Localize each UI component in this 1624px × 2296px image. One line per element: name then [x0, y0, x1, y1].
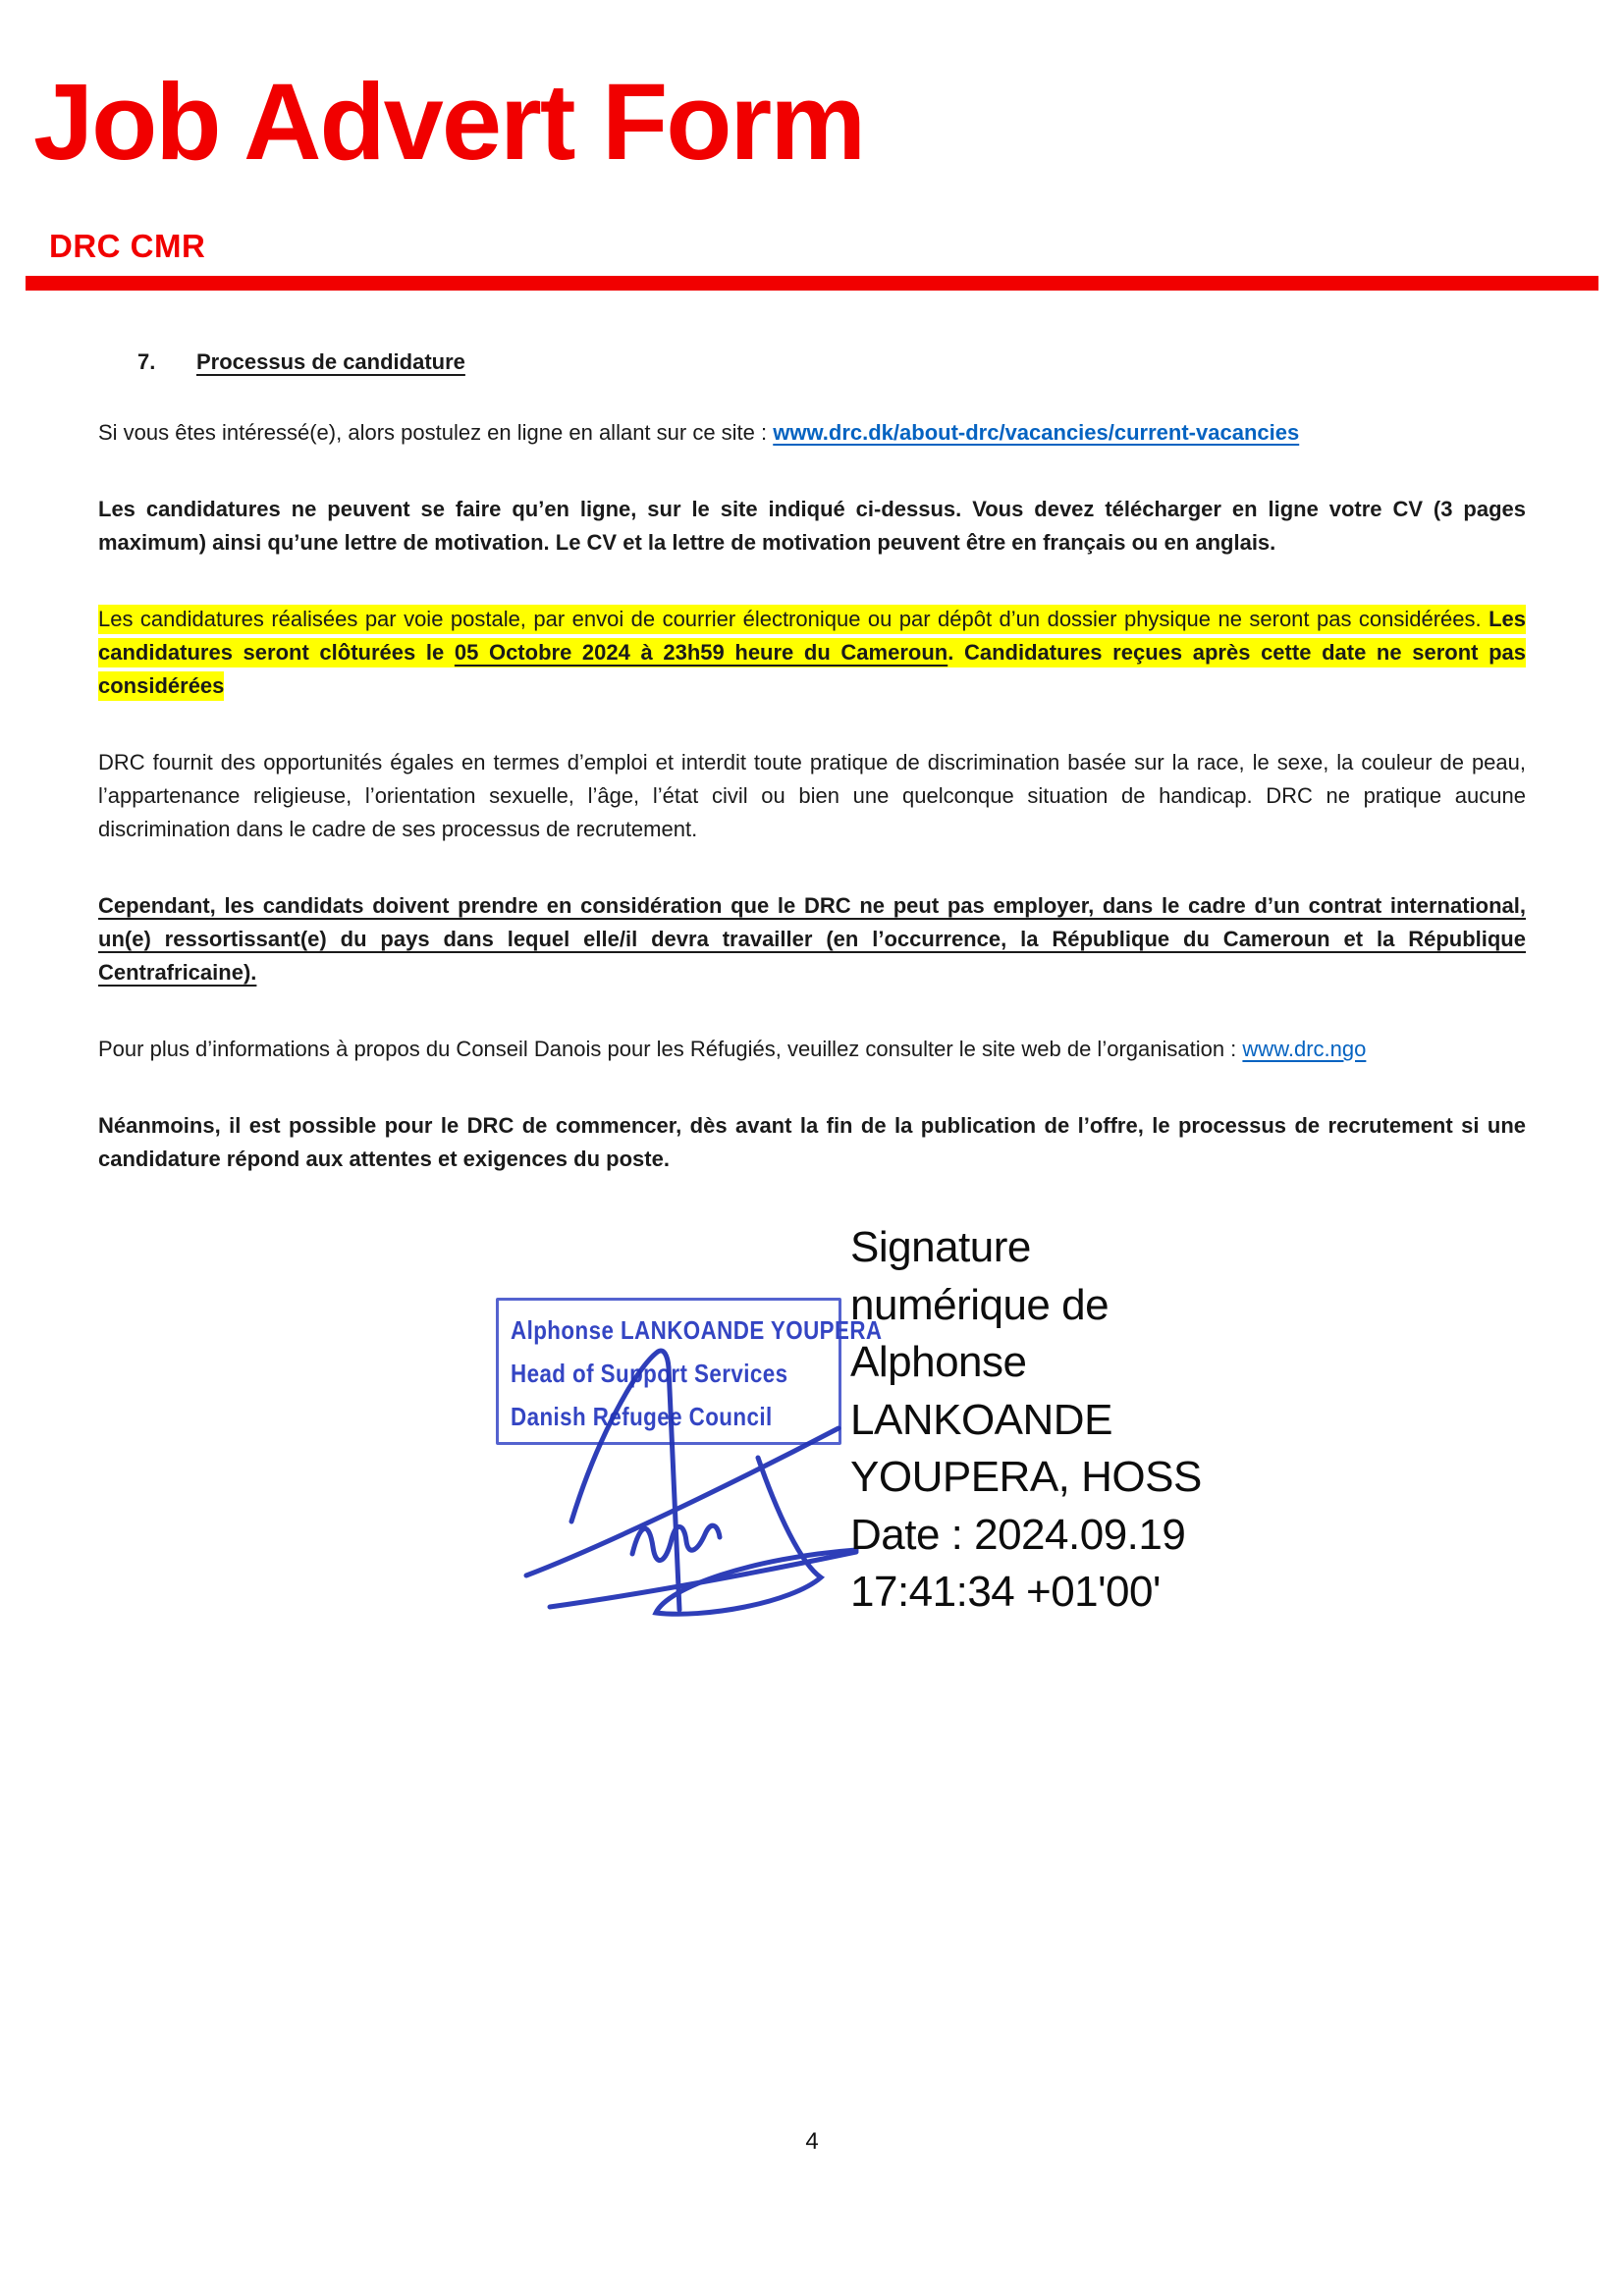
digital-signature-line: Signature: [850, 1223, 1031, 1271]
current-vacancies-link[interactable]: www.drc.dk/about-drc/vacancies/current-vacancies: [773, 420, 1300, 445]
deadline-text-bold: Les candidatures seront clôturées le: [98, 607, 1526, 665]
more-info-paragraph: [98, 1033, 1526, 1066]
page-footer: [0, 2128, 1624, 2156]
header-divider: [26, 276, 1598, 291]
handwritten-signature: [511, 1310, 893, 1634]
stamp-role-line: Head of Support Services: [511, 1359, 788, 1388]
digital-signature-line: numérique de: [850, 1280, 1110, 1329]
early-start-paragraph: Néanmoins, il est possible pour le DRC de commencer, dès avant la fin de la publication de l’offre, le processus de recrutement si une candidature répond aux attentes et exigences du poste.: [98, 1113, 1526, 1171]
section-number: 7.: [137, 349, 156, 374]
online-only-paragraph: Les candidatures ne peuvent se faire qu’en ligne, sur le site indiqué ci-dessus. Vous devez télécharger en ligne votre CV (3 pages maximum) ainsi qu’une lettre de motivation. Le CV et la lettre de motivation peuvent être en français ou en anglais.: [98, 497, 1526, 555]
nationality-restriction-paragraph: Cependant, les candidats doivent prendre en considération que le DRC ne peut pas employer, dans le cadre d’un contrat international, un(e) ressortissant(e) du pays dans lequel elle/il devra travailler (en l’occurrence, la République du Cameroun et la République Centrafricaine).: [98, 893, 1526, 985]
digital-signature-line: LANKOANDE: [850, 1395, 1112, 1444]
digital-signature-line: Date : 2024.09.19: [850, 1510, 1186, 1559]
digital-signature-line: Alphonse: [850, 1338, 1027, 1386]
digital-signature-line: 17:41:34 +01'00': [850, 1568, 1161, 1616]
drc-ngo-link[interactable]: www.drc.ngo: [1242, 1037, 1367, 1061]
stamp-name-line: Alphonse LANKOANDE YOUPERA: [511, 1315, 883, 1345]
digital-signature-line: YOUPERA, HOSS: [850, 1453, 1202, 1501]
digital-signature-text: [850, 1219, 1243, 1622]
page-number: 4: [805, 2128, 819, 2155]
apply-online-paragraph: [98, 416, 1526, 450]
document-title: Job Advert Form: [33, 62, 865, 183]
equal-opportunity-paragraph: DRC fournit des opportunités égales en termes d’emploi et interdit toute pratique de discrimination basée sur la race, le sexe, la couleur de peau, l’appartenance religieuse, l’orientation sexuelle, l’âge, l’état civil ou bien une quelconque situation de handicap. DRC ne pratique aucune discrimination dans le cadre de ses processus de recrutement.: [98, 750, 1526, 841]
more-info-text: Pour plus d’informations à propos du Conseil Danois pour les Réfugiés, veuillez consulter le site web de l’organisation :: [98, 1037, 1243, 1061]
document-body: [98, 346, 1526, 1219]
stamp-org-line: Danish Refugee Council: [511, 1402, 773, 1431]
deadline-text-regular: Les candidatures réalisées par voie postale, par envoi de courrier électronique ou par dépôt d’un dossier physique ne seront pas considérées.: [98, 607, 1489, 631]
document-subtitle: DRC CMR: [49, 228, 206, 264]
highlighted-text: [98, 605, 1526, 701]
section-title: Processus de candidature: [196, 349, 465, 374]
section-heading: [98, 346, 1526, 379]
deadline-paragraph: [98, 603, 1526, 703]
deadline-date: 05 Octobre 2024 à 23h59 heure du Cameroun: [454, 640, 948, 665]
apply-online-text: Si vous êtes intéressé(e), alors postulez en ligne en allant sur ce site :: [98, 420, 774, 445]
deadline-text-bold-tail: . Candidatures reçues après cette date ne seront pas considérées: [98, 640, 1527, 698]
